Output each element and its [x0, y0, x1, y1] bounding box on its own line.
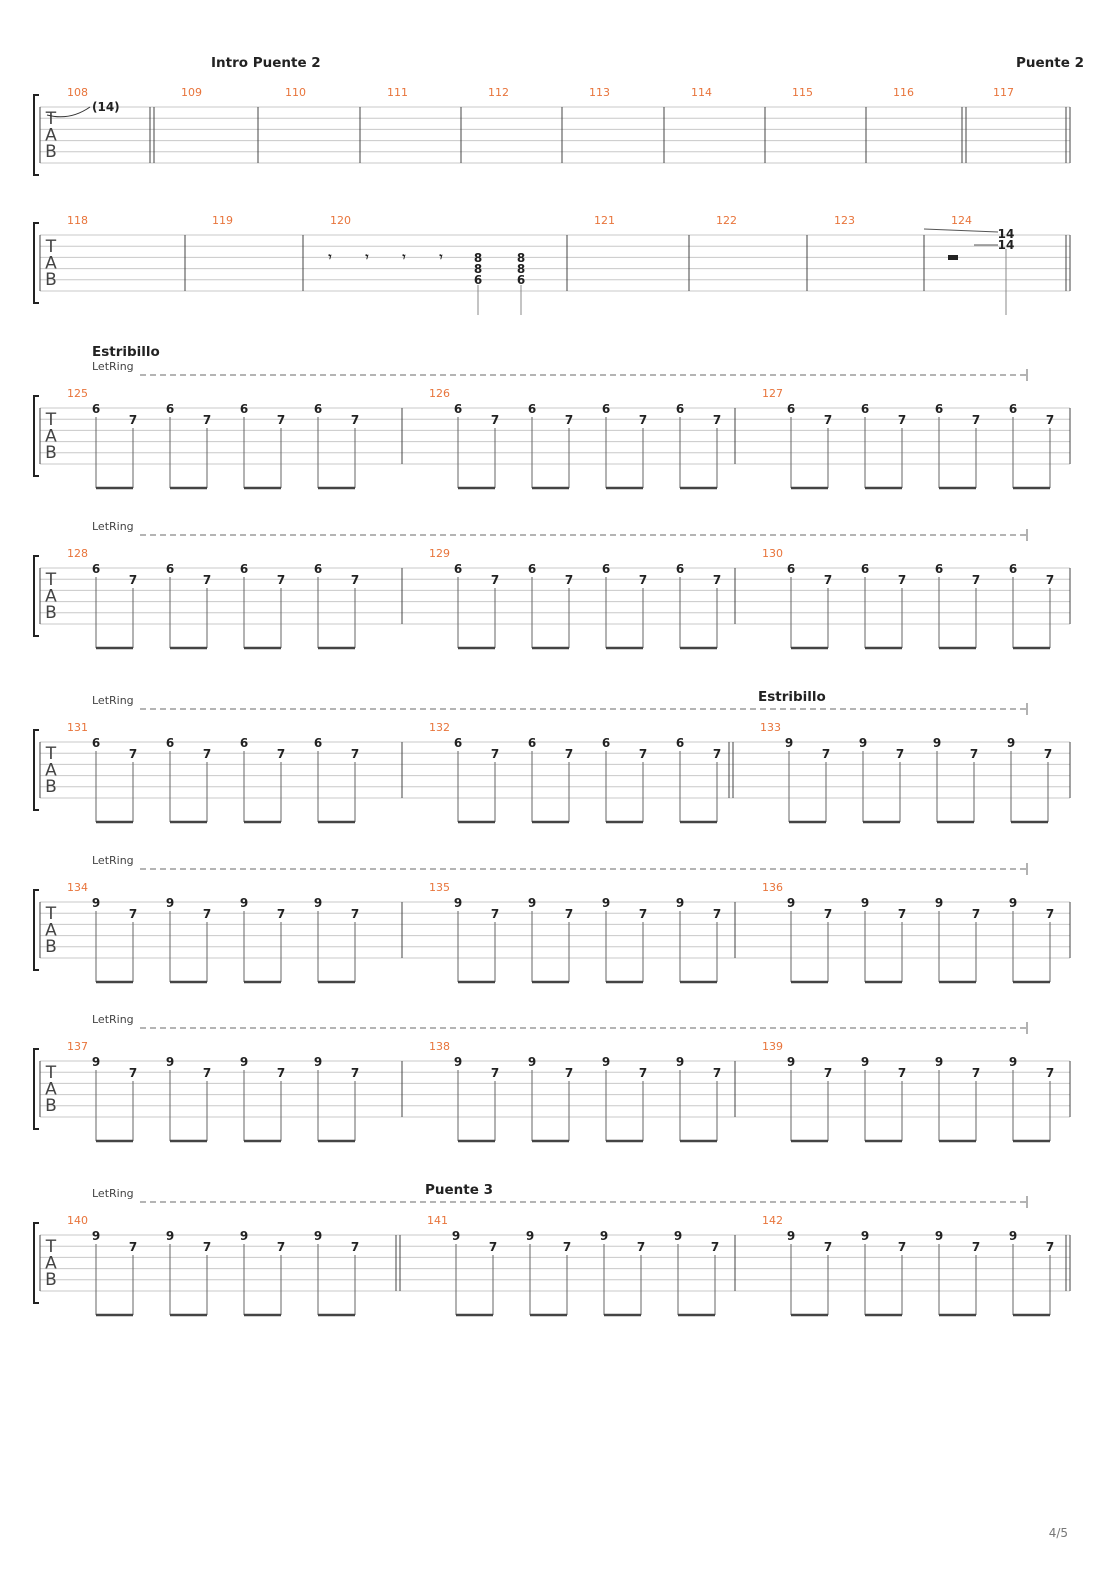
measure-number: 139 [762, 1040, 783, 1053]
fret-number: 7 [276, 1240, 286, 1254]
measure-number: 126 [429, 387, 450, 400]
fret-number: 7 [1045, 573, 1055, 587]
fret-number: 9 [91, 896, 101, 910]
tab-clef-letter: A [45, 253, 57, 274]
fret-number: 9 [673, 1229, 683, 1243]
measure-number: 110 [285, 86, 306, 99]
fret-number: 6 [453, 402, 463, 416]
fret-number: 7 [638, 907, 648, 921]
fret-number: 7 [897, 573, 907, 587]
fret-number: 7 [712, 413, 722, 427]
let-ring-label: LetRing [92, 1187, 134, 1200]
fret-number: 7 [128, 747, 138, 761]
fret-number: 9 [165, 1229, 175, 1243]
fret-number: 9 [601, 896, 611, 910]
fret-number: 7 [638, 747, 648, 761]
let-ring-label: LetRing [92, 854, 134, 867]
fret-number: 7 [1045, 1240, 1055, 1254]
measure-number: 127 [762, 387, 783, 400]
slide-line [924, 229, 998, 232]
fret-number: 7 [564, 907, 574, 921]
chord-fret: 8 [516, 262, 526, 276]
fret-number: 7 [202, 573, 212, 587]
fret-number: 7 [823, 1066, 833, 1080]
measure-number: 135 [429, 881, 450, 894]
fret-number: 9 [453, 1055, 463, 1069]
fret-number: 7 [128, 1240, 138, 1254]
fret-number: 7 [488, 1240, 498, 1254]
eighth-rest: 𝄾 [402, 250, 406, 264]
fret-number: 7 [276, 907, 286, 921]
fret-number: 7 [350, 1240, 360, 1254]
fret-number: 7 [490, 747, 500, 761]
measure-number: 118 [67, 214, 88, 227]
fret-number: 7 [895, 747, 905, 761]
fret-number: 9 [786, 896, 796, 910]
fret-number: 7 [636, 1240, 646, 1254]
section-marker: Puente 2 [1016, 55, 1084, 71]
fret-number: 7 [897, 907, 907, 921]
fret-number: 6 [1008, 562, 1018, 576]
fret-number: 9 [934, 1055, 944, 1069]
fret-number: 9 [165, 896, 175, 910]
tab-clef-letter: B [45, 142, 57, 162]
tab-system [34, 214, 1070, 315]
fret-number: 7 [128, 413, 138, 427]
fret-number: 7 [823, 907, 833, 921]
chord-fret: 8 [473, 262, 483, 276]
fret-number: 7 [712, 1066, 722, 1080]
fret-number: 9 [599, 1229, 609, 1243]
tab-clef-letter: T [45, 237, 57, 257]
fret-number: 6 [527, 736, 537, 750]
measure-number: 129 [429, 547, 450, 560]
chord-fret: 8 [516, 251, 526, 265]
fret-number: 7 [821, 747, 831, 761]
tab-clef-letter: B [45, 777, 57, 797]
fret-number: 6 [527, 562, 537, 576]
fret-number: 6 [786, 402, 796, 416]
chord-fret: 6 [473, 273, 483, 287]
fret-number: 7 [823, 1240, 833, 1254]
fret-number: 6 [675, 562, 685, 576]
fret-number: 6 [313, 562, 323, 576]
measure-number: 142 [762, 1214, 783, 1227]
tab-clef-letter: A [45, 920, 57, 941]
fret-number: 7 [712, 907, 722, 921]
tab-clef-letter: A [45, 586, 57, 607]
measure-number: 122 [716, 214, 737, 227]
measure-number: 115 [792, 86, 813, 99]
system-bracket [34, 223, 39, 303]
fret-number: 7 [350, 907, 360, 921]
measure-number: 121 [594, 214, 615, 227]
measure-number: 124 [951, 214, 972, 227]
fret-number: 6 [786, 562, 796, 576]
fret-number: 7 [710, 1240, 720, 1254]
measure-number: 138 [429, 1040, 450, 1053]
fret-number: 7 [202, 747, 212, 761]
fret-number: 7 [202, 1240, 212, 1254]
measure-number: 120 [330, 214, 351, 227]
system-bracket [34, 95, 39, 175]
fret-number: 6 [601, 736, 611, 750]
fret-number: 6 [91, 402, 101, 416]
measure-number: 111 [387, 86, 408, 99]
fret-number: 7 [1043, 747, 1053, 761]
tab-clef-letter: A [45, 1079, 57, 1100]
fret-number: 7 [128, 1066, 138, 1080]
eighth-rest: 𝄾 [365, 250, 369, 264]
fret-number: 9 [313, 1229, 323, 1243]
tab-system [34, 520, 1070, 648]
fret-number: 9 [1008, 896, 1018, 910]
measure-number: 125 [67, 387, 88, 400]
section-marker: Estribillo [758, 689, 826, 705]
fret-number: 9 [239, 896, 249, 910]
fret-number: 9 [934, 1229, 944, 1243]
let-ring-label: LetRing [92, 520, 134, 533]
tab-clef-letter: B [45, 443, 57, 463]
fret-number: 9 [313, 1055, 323, 1069]
fret-number: 9 [784, 736, 794, 750]
fret-number: 9 [675, 1055, 685, 1069]
fret-number: 7 [971, 1066, 981, 1080]
fret-number: 7 [562, 1240, 572, 1254]
let-ring-label: LetRing [92, 1013, 134, 1026]
fret-number: 7 [823, 413, 833, 427]
fret-number: 7 [350, 413, 360, 427]
tab-clef-letter: A [45, 760, 57, 781]
fret-number: 6 [91, 736, 101, 750]
tab-clef-letter: T [45, 410, 57, 430]
fret-number: 7 [897, 1240, 907, 1254]
measure-number: 123 [834, 214, 855, 227]
fret-number: 9 [860, 1055, 870, 1069]
fret-number: 7 [1045, 907, 1055, 921]
let-ring-label: LetRing [92, 694, 134, 707]
tab-clef-letter: A [45, 426, 57, 447]
fret-number: 6 [313, 402, 323, 416]
section-marker: Puente 3 [425, 1182, 493, 1198]
fret-number: 6 [453, 736, 463, 750]
measure-number: 137 [67, 1040, 88, 1053]
measure-number: 133 [760, 721, 781, 734]
eighth-rest: 𝄾 [328, 250, 332, 264]
fret-number: 7 [638, 413, 648, 427]
fret-number: 9 [313, 896, 323, 910]
system-bracket [34, 1223, 39, 1303]
fret-number: 9 [91, 1229, 101, 1243]
measure-number: 114 [691, 86, 712, 99]
fret-number: 7 [1045, 1066, 1055, 1080]
tab-system [34, 55, 1084, 175]
fret-number: 7 [564, 413, 574, 427]
measure-number: 117 [993, 86, 1014, 99]
fret-number: 9 [525, 1229, 535, 1243]
tab-clef-letter: T [45, 109, 57, 129]
tab-clef-letter: T [45, 744, 57, 764]
fret-number: 7 [564, 573, 574, 587]
tab-clef-letter: B [45, 937, 57, 957]
fret-number: 9 [527, 896, 537, 910]
fret-number: 6 [313, 736, 323, 750]
fret-number: 6 [934, 562, 944, 576]
tab-clef-letter: B [45, 1096, 57, 1116]
fret-number: 6 [860, 402, 870, 416]
fret-number: 6 [601, 562, 611, 576]
fret-number: 7 [897, 1066, 907, 1080]
fret-number: 7 [350, 573, 360, 587]
measure-number: 140 [67, 1214, 88, 1227]
fret-number: 9 [786, 1229, 796, 1243]
page-number: 4/5 [1048, 1526, 1068, 1540]
fret-number: 7 [276, 573, 286, 587]
fret-number: 6 [675, 402, 685, 416]
chord-fret: 14 [997, 227, 1015, 241]
tab-system [34, 689, 1070, 822]
tab-clef-letter: B [45, 603, 57, 623]
fret-number: 6 [453, 562, 463, 576]
system-bracket [34, 890, 39, 970]
fret-number: 7 [202, 1066, 212, 1080]
fret-number: 6 [239, 736, 249, 750]
fret-number: 7 [638, 573, 648, 587]
tied-fret: (14) [92, 100, 120, 114]
fret-number: 7 [490, 573, 500, 587]
fret-number: 7 [564, 1066, 574, 1080]
fret-number: 6 [165, 402, 175, 416]
fret-number: 9 [675, 896, 685, 910]
chord-fret: 6 [516, 273, 526, 287]
fret-number: 9 [601, 1055, 611, 1069]
fret-number: 6 [239, 562, 249, 576]
fret-number: 6 [239, 402, 249, 416]
measure-number: 131 [67, 721, 88, 734]
fret-number: 9 [1006, 736, 1016, 750]
fret-number: 7 [490, 1066, 500, 1080]
tab-clef-letter: A [45, 1253, 57, 1274]
fret-number: 9 [860, 896, 870, 910]
half-rest [948, 255, 958, 260]
fret-number: 7 [712, 747, 722, 761]
measure-number: 141 [427, 1214, 448, 1227]
tab-clef-letter: A [45, 125, 57, 146]
measure-number: 112 [488, 86, 509, 99]
fret-number: 6 [91, 562, 101, 576]
fret-number: 6 [860, 562, 870, 576]
fret-number: 9 [91, 1055, 101, 1069]
fret-number: 7 [971, 573, 981, 587]
tab-system [34, 344, 1070, 488]
fret-number: 7 [971, 413, 981, 427]
tab-clef-letter: T [45, 1237, 57, 1257]
fret-number: 9 [165, 1055, 175, 1069]
fret-number: 6 [601, 402, 611, 416]
fret-number: 6 [1008, 402, 1018, 416]
fret-number: 9 [860, 1229, 870, 1243]
fret-number: 6 [675, 736, 685, 750]
tab-system [34, 854, 1070, 982]
fret-number: 7 [971, 1240, 981, 1254]
measure-number: 128 [67, 547, 88, 560]
measure-number: 119 [212, 214, 233, 227]
fret-number: 7 [1045, 413, 1055, 427]
fret-number: 9 [786, 1055, 796, 1069]
fret-number: 9 [1008, 1229, 1018, 1243]
fret-number: 7 [350, 747, 360, 761]
fret-number: 7 [712, 573, 722, 587]
fret-number: 9 [858, 736, 868, 750]
fret-number: 7 [638, 1066, 648, 1080]
measure-number: 130 [762, 547, 783, 560]
system-bracket [34, 730, 39, 810]
tab-clef-letter: B [45, 1270, 57, 1290]
fret-number: 7 [202, 413, 212, 427]
fret-number: 7 [128, 573, 138, 587]
measure-number: 116 [893, 86, 914, 99]
chord-fret: 14 [997, 238, 1015, 252]
fret-number: 6 [165, 562, 175, 576]
fret-number: 7 [823, 573, 833, 587]
chord-fret: 8 [473, 251, 483, 265]
fret-number: 9 [1008, 1055, 1018, 1069]
measure-number: 136 [762, 881, 783, 894]
tab-clef-letter: T [45, 570, 57, 590]
measure-number: 132 [429, 721, 450, 734]
fret-number: 7 [276, 1066, 286, 1080]
fret-number: 7 [490, 907, 500, 921]
fret-number: 9 [451, 1229, 461, 1243]
fret-number: 9 [934, 896, 944, 910]
section-marker: Estribillo [92, 344, 160, 360]
fret-number: 9 [453, 896, 463, 910]
fret-number: 7 [350, 1066, 360, 1080]
fret-number: 9 [527, 1055, 537, 1069]
fret-number: 7 [128, 907, 138, 921]
measure-number: 108 [67, 86, 88, 99]
eighth-rest: 𝄾 [439, 250, 443, 264]
tab-clef-letter: B [45, 270, 57, 290]
tab-clef-letter: T [45, 904, 57, 924]
tab-clef-letter: T [45, 1063, 57, 1083]
fret-number: 7 [971, 907, 981, 921]
system-bracket [34, 1049, 39, 1129]
fret-number: 7 [969, 747, 979, 761]
tab-system [34, 1182, 1070, 1315]
fret-number: 6 [934, 402, 944, 416]
system-bracket [34, 396, 39, 476]
measure-number: 113 [589, 86, 610, 99]
let-ring-label: LetRing [92, 360, 134, 373]
fret-number: 7 [490, 413, 500, 427]
section-marker: Intro Puente 2 [211, 55, 321, 71]
fret-number: 9 [932, 736, 942, 750]
fret-number: 9 [239, 1229, 249, 1243]
measure-number: 134 [67, 881, 88, 894]
fret-number: 7 [276, 413, 286, 427]
fret-number: 7 [276, 747, 286, 761]
fret-number: 7 [897, 413, 907, 427]
fret-number: 6 [527, 402, 537, 416]
fret-number: 6 [165, 736, 175, 750]
fret-number: 7 [202, 907, 212, 921]
fret-number: 7 [564, 747, 574, 761]
fret-number: 9 [239, 1055, 249, 1069]
system-bracket [34, 556, 39, 636]
tab-system [34, 1013, 1070, 1141]
measure-number: 109 [181, 86, 202, 99]
